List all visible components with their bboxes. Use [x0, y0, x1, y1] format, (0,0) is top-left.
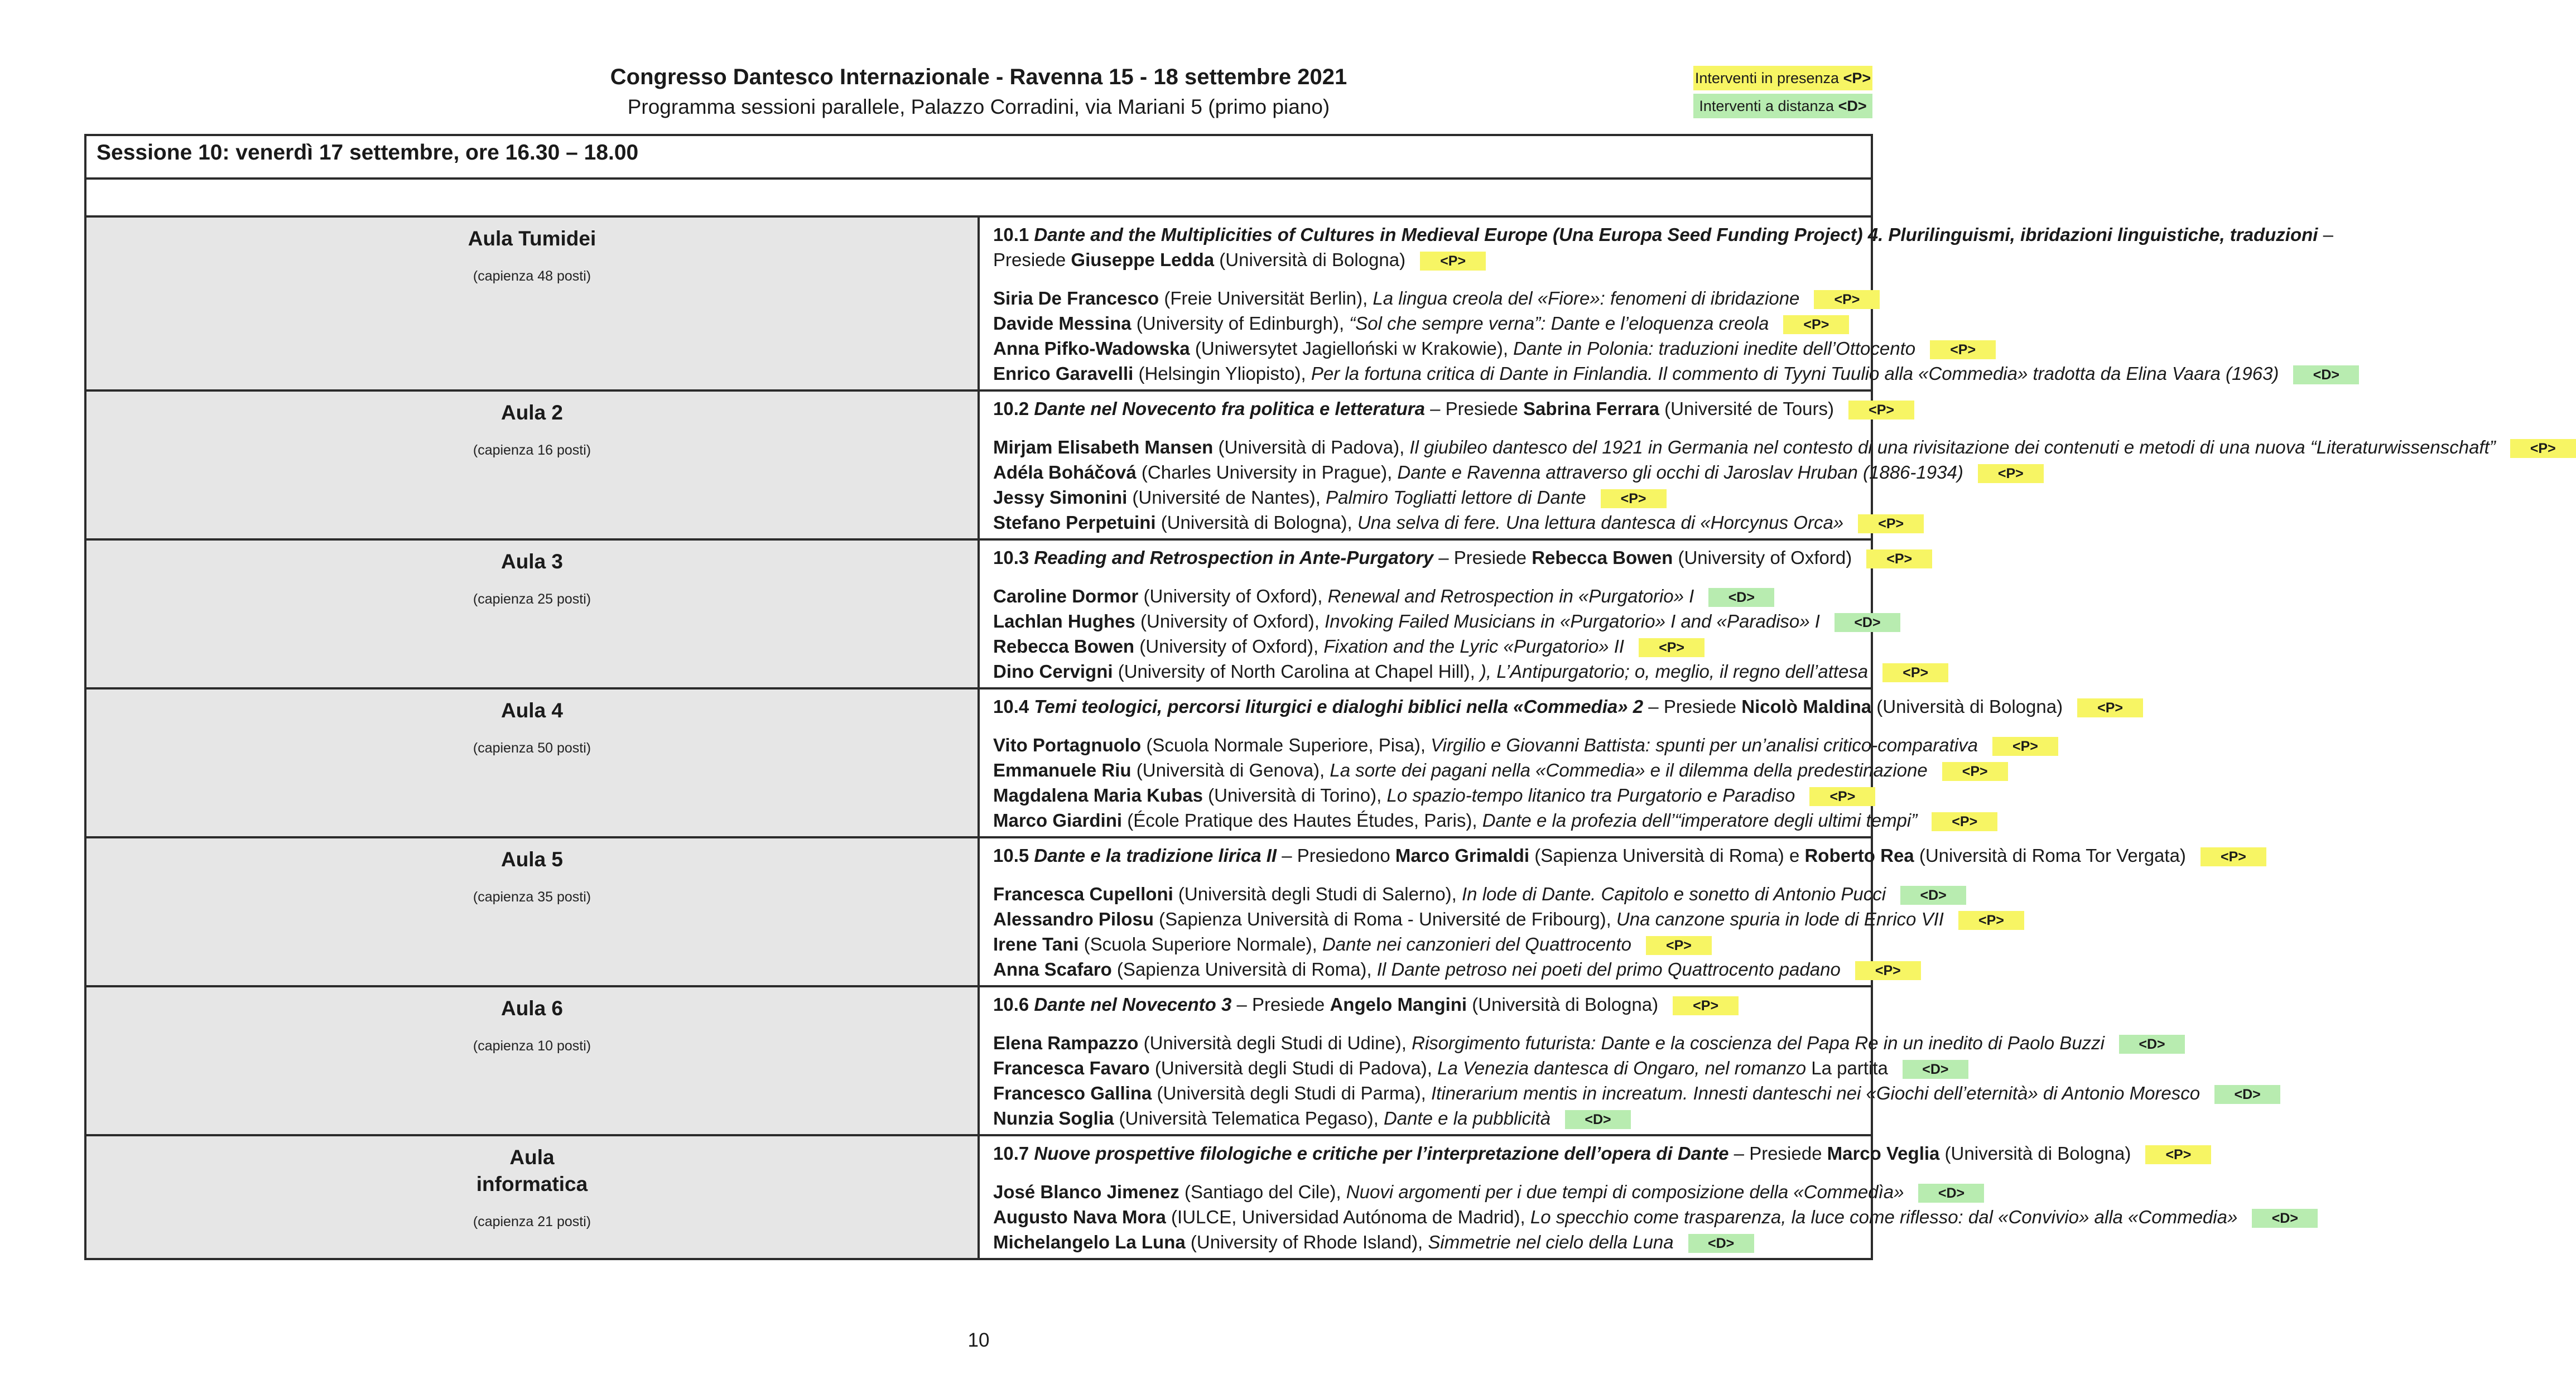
- text-segment: Simmetrie nel cielo della Luna: [1428, 1232, 1674, 1252]
- presenza-badge: <P>: [1992, 737, 2058, 756]
- session-header-row: [85, 135, 1872, 179]
- text-segment: Augusto Nava Mora: [993, 1207, 1166, 1227]
- session-cell: [979, 837, 2246, 986]
- text-segment: Lachlan Hughes: [993, 611, 1135, 631]
- text-segment: 10.4: [993, 696, 1034, 717]
- text-segment: Siria De Francesco: [993, 288, 1159, 308]
- room-capacity: (capienza 48 posti): [473, 268, 591, 284]
- presenza-badge: <P>: [1673, 996, 1739, 1015]
- talk-item: [993, 361, 2340, 386]
- text-segment: Sabrina Ferrara: [1523, 398, 1660, 419]
- presenza-badge: <P>: [1958, 911, 2024, 930]
- session-cell: [979, 390, 2556, 539]
- room-row: [85, 390, 1872, 539]
- legend-presenza: [1693, 66, 1872, 90]
- text-segment: Anna Scafaro: [993, 959, 1112, 980]
- talk-item: [993, 1229, 1860, 1255]
- text-segment: (Università degli Studi di Parma),: [1152, 1083, 1431, 1103]
- page-header: [0, 61, 1957, 122]
- text-segment: (Università di Bologna): [1467, 994, 1659, 1015]
- gap: [993, 570, 1860, 584]
- text-segment: (Università di Genova),: [1131, 760, 1330, 780]
- distanza-badge: <D>: [2214, 1085, 2280, 1104]
- text-segment: (Università degli Studi di Padova),: [1149, 1058, 1438, 1078]
- text-segment: (IULCE, Universidad Autónoma de Madrid),: [1166, 1207, 1530, 1227]
- text-segment: “Sol che sempre verna”: Dante e l’eloquenza creola: [1349, 313, 1769, 334]
- talk-item: [993, 1204, 2298, 1229]
- presenza-badge: <P>: [1639, 638, 1705, 657]
- text-segment: (University of Edinburgh),: [1131, 313, 1350, 334]
- distanza-badge: <D>: [2252, 1209, 2318, 1228]
- talk-item: [993, 286, 1860, 311]
- text-segment: Itinerarium mentis in increatum. Innesti danteschi nei «Giochi dell’eternità» di Antonio Moresco: [1431, 1083, 2201, 1103]
- talk-item: [993, 1081, 2261, 1106]
- distanza-badge: <D>: [1688, 1234, 1754, 1253]
- text-segment: Alessandro Pilosu: [993, 909, 1154, 929]
- text-segment: (Università di Bologna): [1939, 1143, 2131, 1164]
- conference-title: Congresso Dantesco Internazionale - Ravenna 15 - 18 settembre 2021: [610, 65, 1347, 89]
- text-segment: Francesca Favaro: [993, 1058, 1150, 1078]
- presenza-badge: <P>: [1882, 663, 1948, 682]
- legend-presenza-label: Interventi in presenza: [1694, 70, 1840, 86]
- room-name: Aula 6: [500, 997, 564, 1020]
- gap: [993, 719, 1860, 732]
- text-segment: Nuove prospettive filologiche e critiche per l’interpretazione dell’opera di Dante: [1034, 1143, 1729, 1164]
- text-segment: – Presiedono: [1277, 845, 1395, 866]
- text-segment: (University of Oxford),: [1135, 611, 1325, 631]
- talk-item: [993, 932, 1860, 957]
- session-title: Sessione 10: venerdì 17 settembre, ore 16.30 – 18.00: [85, 135, 1872, 179]
- panel-heading: [993, 222, 2333, 247]
- room-capacity: (capienza 16 posti): [473, 442, 591, 458]
- text-segment: 10.5: [993, 845, 1034, 866]
- text-segment: In lode di Dante. Capitolo e sonetto di Antonio Pucci: [1462, 884, 1886, 904]
- text-segment: (Università di Bologna): [1871, 696, 2063, 717]
- text-segment: Dante e la profezia dell’“imperatore degli ultimi tempi”: [1482, 810, 1918, 831]
- room-row: [85, 986, 1872, 1135]
- text-segment: Invoking Failed Musicians in «Purgatorio» I and «Paradiso» I: [1325, 611, 1820, 631]
- text-segment: José Blanco Jimenez: [993, 1182, 1179, 1202]
- panel-heading: [993, 545, 1913, 570]
- presenza-badge: <P>: [1809, 787, 1875, 806]
- text-segment: Nunzia Soglia: [993, 1108, 1114, 1129]
- text-segment: 10.6: [993, 994, 1034, 1015]
- talk-item: [993, 881, 1947, 906]
- text-segment: Dante e la tradizione lirica II: [1034, 845, 1277, 866]
- room-capacity: (capienza 50 posti): [473, 740, 591, 756]
- room-row: [85, 539, 1872, 688]
- presenza-badge: <P>: [2077, 698, 2143, 717]
- room-capacity: (capienza 25 posti): [473, 591, 591, 607]
- room-cell: [85, 216, 979, 390]
- room-capacity: (capienza 35 posti): [473, 889, 591, 905]
- room-cell: [85, 986, 979, 1135]
- gap: [993, 272, 1860, 286]
- presenza-badge: <P>: [1942, 762, 2008, 781]
- talk-item: [993, 510, 1904, 535]
- text-segment: (Sapienza Università di Roma) e: [1529, 845, 1805, 866]
- text-segment: Per la fortuna critica di Dante in Finlandia. Il commento di Tyyni Tuulio alla «Commedia» tradotta da Elina Vaara (1963): [1311, 363, 2279, 384]
- text-segment: Renewal and Retrospection in «Purgatorio» I: [1327, 586, 1694, 606]
- talk-item: [993, 1106, 1860, 1131]
- text-segment: (Università di Bologna),: [1155, 512, 1357, 533]
- room-row: [85, 216, 1872, 390]
- gap: [993, 421, 1860, 435]
- text-segment: – Presiede: [1424, 398, 1524, 419]
- talk-item: [993, 906, 2004, 932]
- text-segment: (Uniwersytet Jagielloński w Krakowie),: [1190, 338, 1514, 359]
- text-segment: Davide Messina: [993, 313, 1131, 334]
- text-segment: – Presiede: [1433, 547, 1532, 568]
- text-segment: Francesco Gallina: [993, 1083, 1152, 1103]
- text-segment: (University of North Carolina at Chapel Hill),: [1113, 661, 1480, 682]
- text-segment: (Università Telematica Pegaso),: [1114, 1108, 1384, 1129]
- session-cell: [979, 688, 2124, 837]
- spacer-row: [85, 179, 1872, 216]
- text-segment: Angelo Mangini: [1330, 994, 1467, 1015]
- panel-heading: [993, 1141, 2192, 1166]
- room-name: Aula 2: [500, 401, 564, 424]
- text-segment: (Sapienza Università di Roma - Université de Fribourg),: [1153, 909, 1616, 929]
- presenza-badge: <P>: [1855, 961, 1921, 980]
- text-segment: (University of Oxford): [1673, 547, 1852, 568]
- text-segment: Vito Portagnuolo: [993, 735, 1142, 755]
- gap: [993, 1166, 1860, 1179]
- text-segment: Stefano Perpetuini: [993, 512, 1156, 533]
- text-segment: Il giubileo dantesco del 1921 in Germania nel contesto di una rivisitazione dei contenuti e metodi di una nuova “Literaturwissenschaft”: [1409, 437, 2496, 457]
- room-cell: [85, 390, 979, 539]
- gap: [993, 1017, 1860, 1030]
- presenza-badge: <P>: [1646, 936, 1712, 955]
- legend-distanza-code: <D>: [1838, 98, 1867, 114]
- presenza-badge: <P>: [1783, 315, 1849, 334]
- distanza-badge: <D>: [1903, 1060, 1968, 1079]
- text-segment: La lingua creola del «Fiore»: fenomeni di ibridazione: [1373, 288, 1800, 308]
- talk-item: [993, 609, 1881, 634]
- talk-item: [993, 659, 1929, 684]
- room-cell: [85, 837, 979, 986]
- spacer-cell: [85, 179, 1872, 216]
- text-segment: 10.7: [993, 1143, 1034, 1164]
- presenza-badge: <P>: [1978, 464, 2044, 483]
- talk-item: [993, 1055, 1949, 1081]
- text-segment: Elena Rampazzo: [993, 1033, 1139, 1053]
- legend-distanza: [1693, 94, 1872, 118]
- text-segment: (Università di Bologna): [1214, 249, 1406, 270]
- presenza-badge: <P>: [2145, 1145, 2211, 1164]
- talk-item: [993, 1179, 1965, 1204]
- text-segment: Magdalena Maria Kubas: [993, 785, 1203, 806]
- panel-heading: [993, 843, 2246, 868]
- text-segment: (University of Oxford),: [1134, 636, 1324, 657]
- text-segment: – Presiede: [1728, 1143, 1827, 1164]
- text-segment: (Sapienza Università di Roma),: [1111, 959, 1377, 980]
- session-cell: [979, 1135, 2298, 1259]
- text-segment: Irene Tani: [993, 934, 1079, 954]
- distanza-badge: <D>: [1900, 886, 1966, 905]
- text-segment: (Université de Tours): [1659, 398, 1835, 419]
- text-segment: –: [2318, 224, 2333, 245]
- text-segment: Reading and Retrospection in Ante-Purgatory: [1034, 547, 1434, 568]
- text-segment: (University of Rhode Island),: [1185, 1232, 1428, 1252]
- presenza-badge: <P>: [1814, 290, 1880, 309]
- talk-item: [993, 1030, 2165, 1055]
- text-segment: La sorte dei pagani nella «Commedia» e il dilemma della predestinazione: [1330, 760, 1928, 780]
- text-segment: Fixation and the Lyric «Purgatorio» II: [1323, 636, 1625, 657]
- text-segment: La partita: [1811, 1058, 1888, 1078]
- text-segment: Una selva di fere. Una lettura dantesca di «Horcynus Orca»: [1357, 512, 1844, 533]
- text-segment: Dino Cervigni: [993, 661, 1113, 682]
- page-number: 10: [967, 1329, 990, 1351]
- room-row: [85, 837, 1872, 986]
- talk-item: [993, 808, 1978, 833]
- presenza-badge: <P>: [1932, 812, 1997, 831]
- text-segment: Dante and the Multiplicities of Cultures in Medieval Europe (Una Europa Seed Funding Project) 4. Plurilinguismi, ibridazioni linguistiche, traduzioni: [1034, 224, 2318, 245]
- room-name: Aula 3: [500, 550, 564, 573]
- text-segment: 10.3: [993, 547, 1034, 568]
- text-segment: (Scuola Superiore Normale),: [1078, 934, 1322, 954]
- text-segment: Dante nel Novecento 3: [1034, 994, 1232, 1015]
- text-segment: – Presiede: [1231, 994, 1330, 1015]
- text-segment: ), L’Antipurgatorio; o, meglio, il regno dell’attesa: [1480, 661, 1869, 682]
- text-segment: Il Dante petroso nei poeti del primo Quattrocento padano: [1376, 959, 1841, 980]
- presenza-badge: <P>: [2510, 439, 2576, 458]
- text-segment: Rebecca Bowen: [1532, 547, 1673, 568]
- talk-item: [993, 485, 1860, 510]
- talk-item: [993, 783, 1860, 808]
- room-name: Aula Tumidei: [468, 227, 596, 250]
- presenza-badge: <P>: [1858, 514, 1924, 533]
- talk-item: [993, 634, 1860, 659]
- text-segment: Palmiro Togliatti lettore di Dante: [1326, 487, 1586, 508]
- text-segment: (Université de Nantes),: [1127, 487, 1326, 508]
- session-cell: [979, 986, 2261, 1135]
- program-table: [84, 134, 2556, 1260]
- text-segment: Mirjam Elisabeth Mansen: [993, 437, 1214, 457]
- panel-chair: [993, 247, 1860, 272]
- text-segment: Adéla Boháčová: [993, 462, 1137, 483]
- text-segment: Emmanuele Riu: [993, 760, 1131, 780]
- session-cell: [979, 539, 1929, 688]
- presenza-badge: <P>: [1601, 489, 1667, 508]
- room-capacity: (capienza 21 posti): [473, 1214, 591, 1229]
- text-segment: 10.1: [993, 224, 1034, 245]
- gap: [993, 868, 1860, 881]
- room-name: Aula informatica: [476, 1146, 588, 1195]
- text-segment: Marco Veglia: [1827, 1143, 1940, 1164]
- text-segment: Dante nel Novecento fra politica e letteratura: [1034, 398, 1425, 419]
- distanza-badge: <D>: [1708, 588, 1774, 607]
- presenza-badge: <P>: [1420, 252, 1486, 271]
- text-segment: Temi teologici, percorsi liturgici e dialoghi biblici nella «Commedia» 2: [1034, 696, 1644, 717]
- distanza-badge: <D>: [2293, 365, 2359, 384]
- legend-distanza-label: Interventi a distanza: [1699, 98, 1835, 114]
- talk-item: [993, 460, 2024, 485]
- room-capacity: (capienza 10 posti): [473, 1038, 591, 1054]
- text-segment: Caroline Dormor: [993, 586, 1139, 606]
- text-segment: (Helsingin Yliopisto),: [1133, 363, 1311, 384]
- text-segment: Jessy Simonini: [993, 487, 1128, 508]
- legend: [1693, 66, 1872, 122]
- text-segment: Michelangelo La Luna: [993, 1232, 1186, 1252]
- legend-presenza-code: <P>: [1843, 70, 1871, 86]
- conference-subtitle: Programma sessioni parallele, Palazzo Corradini, via Mariani 5 (primo piano): [627, 95, 1330, 118]
- text-segment: Virgilio e Giovanni Battista: spunti per un’analisi critico-comparativa: [1431, 735, 1978, 755]
- text-segment: Dante e Ravenna attraverso gli occhi di Jaroslav Hruban (1886-1934): [1397, 462, 1963, 483]
- text-segment: Marco Grimaldi: [1395, 845, 1530, 866]
- panel-heading: [993, 694, 2124, 719]
- text-segment: (Università di Padova),: [1213, 437, 1410, 457]
- talk-item: [993, 584, 1860, 609]
- text-segment: (Scuola Normale Superiore, Pisa),: [1141, 735, 1431, 755]
- talk-item: [993, 732, 2038, 758]
- text-segment: Nicolò Maldina: [1741, 696, 1872, 717]
- presenza-badge: <P>: [2201, 847, 2266, 866]
- text-segment: (École Pratique des Hautes Études, Paris),: [1122, 810, 1482, 831]
- text-segment: Giuseppe Ledda: [1071, 249, 1215, 270]
- distanza-badge: <D>: [1835, 613, 1900, 632]
- text-segment: Lo spazio-tempo litanico tra Purgatorio e Paradiso: [1386, 785, 1795, 806]
- distanza-badge: <D>: [1565, 1110, 1631, 1129]
- text-segment: Dante e la pubblicità: [1383, 1108, 1551, 1129]
- text-segment: Risorgimento futurista: Dante e la coscienza del Papa Re in un inedito di Paolo Buzzi: [1412, 1033, 2105, 1053]
- text-segment: Dante in Polonia: traduzioni inedite dell’Ottocento: [1513, 338, 1916, 359]
- room-cell: [85, 1135, 979, 1259]
- text-segment: Presiede: [993, 249, 1071, 270]
- room-cell: [85, 688, 979, 837]
- room-cell: [85, 539, 979, 688]
- text-segment: (University of Oxford),: [1138, 586, 1328, 606]
- text-segment: (Università di Torino),: [1202, 785, 1387, 806]
- session-cell: [979, 216, 2340, 390]
- text-segment: Francesca Cupelloni: [993, 884, 1173, 904]
- text-segment: 10.2: [993, 398, 1034, 419]
- talk-item: [993, 311, 1860, 336]
- panel-heading: [993, 396, 1894, 421]
- presenza-badge: <P>: [1866, 549, 1932, 568]
- room-name: Aula 5: [500, 848, 564, 871]
- room-row: [85, 688, 1872, 837]
- text-segment: – Presiede: [1643, 696, 1742, 717]
- distanza-badge: <D>: [1918, 1184, 1984, 1203]
- text-segment: Rebecca Bowen: [993, 636, 1135, 657]
- text-segment: Marco Giardini: [993, 810, 1123, 831]
- talk-item: [993, 435, 2556, 460]
- presenza-badge: <P>: [1930, 340, 1996, 359]
- text-segment: Anna Pifko-Wadowska: [993, 338, 1190, 359]
- room-name: Aula 4: [500, 699, 564, 722]
- talk-item: [993, 336, 1976, 361]
- text-segment: Roberto Rea: [1804, 845, 1914, 866]
- talk-item: [993, 758, 1988, 783]
- presenza-badge: <P>: [1848, 401, 1914, 419]
- text-segment: (Università degli Studi di Salerno),: [1173, 884, 1462, 904]
- text-segment: (Università di Roma Tor Vergata): [1914, 845, 2186, 866]
- distanza-badge: <D>: [2119, 1035, 2185, 1054]
- text-segment: La Venezia dantesca di Ongaro, nel romanzo: [1437, 1058, 1812, 1078]
- text-segment: Una canzone spuria in lode di Enrico VII: [1616, 909, 1944, 929]
- text-segment: (Charles University in Prague),: [1136, 462, 1398, 483]
- room-row: [85, 1135, 1872, 1259]
- text-segment: (Freie Universität Berlin),: [1159, 288, 1373, 308]
- text-segment: (Università degli Studi di Udine),: [1138, 1033, 1412, 1053]
- text-segment: Nuovi argomenti per i due tempi di composizione della «Commedìa»: [1346, 1182, 1904, 1202]
- text-segment: Enrico Garavelli: [993, 363, 1134, 384]
- text-segment: (Santiago del Cile),: [1179, 1182, 1346, 1202]
- text-segment: Dante nei canzonieri del Quattrocento: [1322, 934, 1631, 954]
- talk-item: [993, 957, 1901, 982]
- text-segment: Lo specchio come trasparenza, la luce come riflesso: dal «Convivio» alla «Commedia»: [1530, 1207, 2238, 1227]
- panel-heading: [993, 992, 1860, 1017]
